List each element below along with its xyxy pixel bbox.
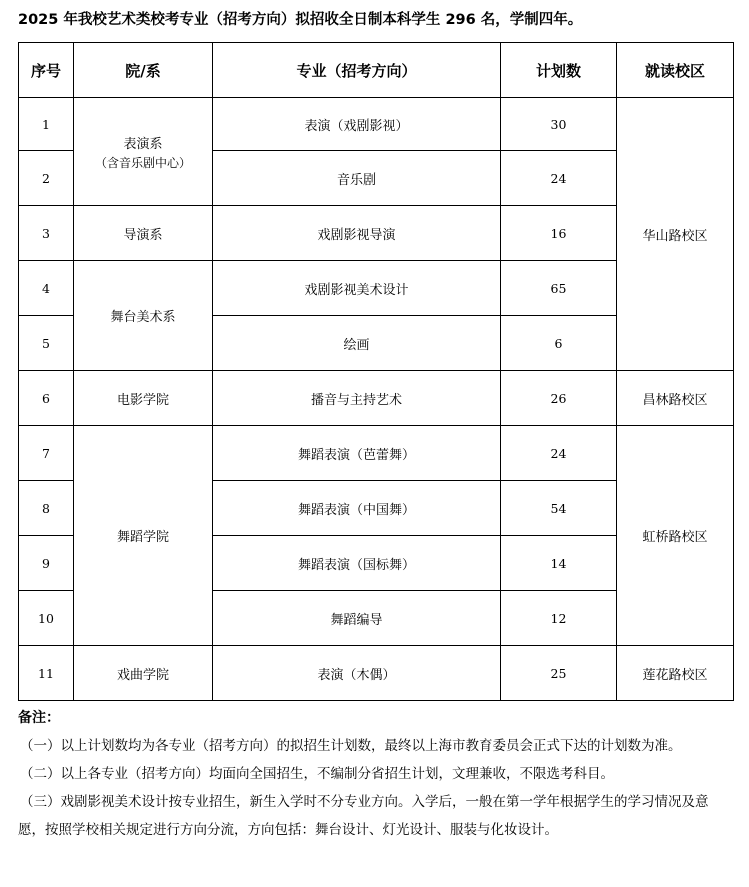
row-plan: 24 — [501, 426, 617, 481]
department-cell: 电影学院 — [74, 371, 213, 426]
row-no: 4 — [19, 261, 74, 316]
note-item: （一）以上计划数均为各专业（招考方向）的拟招生计划数，最终以上海市教育委员会正式下达的计划数为准。 — [20, 738, 682, 754]
row-major: 舞蹈表演（芭蕾舞） — [213, 426, 501, 481]
table-row — [19, 646, 734, 701]
department-cell: 舞蹈学院 — [74, 426, 213, 646]
row-no: 7 — [19, 426, 74, 481]
header-department: 院/系 — [74, 43, 213, 98]
row-no: 5 — [19, 316, 74, 371]
header-campus: 就读校区 — [617, 43, 734, 98]
table-row — [19, 371, 734, 426]
row-no: 8 — [19, 481, 74, 536]
row-no: 3 — [19, 206, 74, 261]
notes-section — [18, 704, 734, 844]
department-cell: 舞台美术系 — [74, 261, 213, 371]
row-plan: 30 — [501, 98, 617, 151]
row-plan: 16 — [501, 206, 617, 261]
header-plan: 计划数 — [501, 43, 617, 98]
row-major: 表演（戏剧影视） — [213, 98, 501, 151]
department-note: （含音乐剧中心） — [94, 155, 191, 170]
enrollment-plan-table — [18, 42, 734, 701]
note-item: （二）以上各专业（招考方向）均面向全国招生，不编制分省招生计划，文理兼收，不限选考科目。 — [20, 766, 614, 782]
row-major: 表演（木偶） — [213, 646, 501, 701]
department-name: 表演系 — [123, 136, 163, 152]
row-plan: 14 — [501, 536, 617, 591]
row-plan: 24 — [501, 151, 617, 206]
header-no: 序号 — [19, 43, 74, 98]
row-plan: 26 — [501, 371, 617, 426]
table-header-row — [19, 43, 734, 98]
department-cell: 导演系 — [74, 206, 213, 261]
row-plan: 12 — [501, 591, 617, 646]
row-plan: 65 — [501, 261, 617, 316]
campus-cell: 华山路校区 — [617, 98, 734, 371]
campus-cell: 昌林路校区 — [617, 371, 734, 426]
department-cell — [74, 98, 213, 206]
row-no: 1 — [19, 98, 74, 151]
row-major: 舞蹈编导 — [213, 591, 501, 646]
row-major: 戏剧影视美术设计 — [213, 261, 501, 316]
row-major: 播音与主持艺术 — [213, 371, 501, 426]
department-cell: 戏曲学院 — [74, 646, 213, 701]
note-item: （三）戏剧影视美术设计按专业招生，新生入学时不分专业方向。入学后，一般在第一学年根据学生的学习情况及意愿，按照学校相关规定进行方向分流，方向包括：舞台设计、灯光设计、服装与化妆设计。 — [18, 794, 709, 838]
row-plan: 54 — [501, 481, 617, 536]
row-major: 舞蹈表演（国标舞） — [213, 536, 501, 591]
campus-cell: 虹桥路校区 — [617, 426, 734, 646]
row-plan: 25 — [501, 646, 617, 701]
row-major: 音乐剧 — [213, 151, 501, 206]
campus-cell: 莲花路校区 — [617, 646, 734, 701]
row-plan: 6 — [501, 316, 617, 371]
table-row — [19, 98, 734, 151]
row-no: 11 — [19, 646, 74, 701]
table-row — [19, 426, 734, 481]
header-major: 专业（招考方向） — [213, 43, 501, 98]
notes-title: 备注： — [18, 710, 60, 726]
row-major: 舞蹈表演（中国舞） — [213, 481, 501, 536]
row-no: 9 — [19, 536, 74, 591]
page-title: 2025 年我校艺术类校考专业（招考方向）拟招收全日制本科学生 296 名，学制四年。 — [18, 12, 583, 28]
row-no: 6 — [19, 371, 74, 426]
row-no: 2 — [19, 151, 74, 206]
row-major: 绘画 — [213, 316, 501, 371]
row-major: 戏剧影视导演 — [213, 206, 501, 261]
row-no: 10 — [19, 591, 74, 646]
